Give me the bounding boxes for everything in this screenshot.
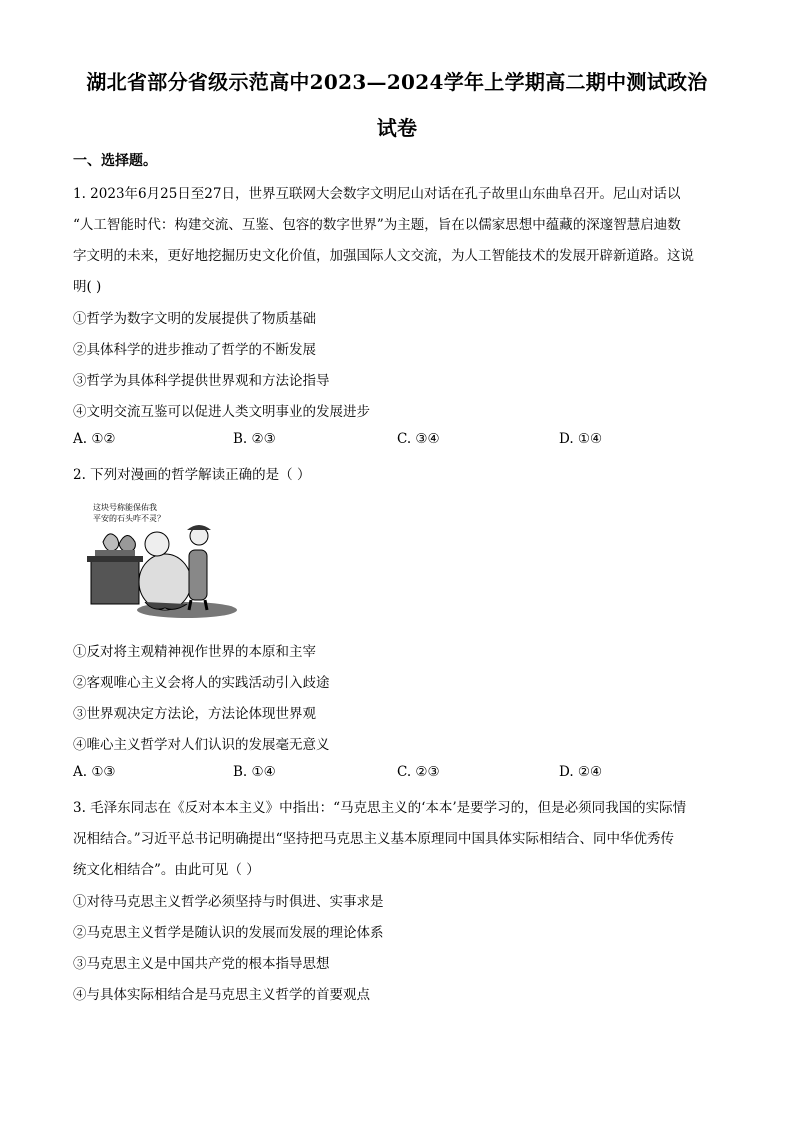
q1-stem-line: 1. 2023年6月25日至27日，世界互联网大会数字文明尼山对话在孔子故里山东曲阜召开。尼山对话以 <box>73 186 681 202</box>
q2-option-d[interactable]: D. ②④ <box>559 764 603 780</box>
section-heading: 一、选择题。 <box>73 153 157 169</box>
q1-stem-line: 明( ) <box>73 279 102 295</box>
exam-title-line2: 试卷 <box>376 116 418 140</box>
q2-option-a[interactable]: A. ①③ <box>73 764 116 780</box>
q1-option-c[interactable]: C. ③④ <box>397 431 440 447</box>
q1-stem-line: 字文明的未来，更好地挖掘历史文化价值，加强国际人文交流，为人工智能技术的发展开辟新道路。这说 <box>73 248 694 264</box>
q2-option-b[interactable]: B. ①④ <box>233 764 276 780</box>
cartoon-image <box>83 496 239 620</box>
q1-stem-line: “人工智能时代：构建交流、互鉴、包容的数字世界”为主题，旨在以儒家思想中蕴藏的深邃智慧启迪数 <box>73 217 681 233</box>
q3-statement: ③马克思主义是中国共产党的根本指导思想 <box>73 956 330 972</box>
q3-statement: ②马克思主义哲学是随认识的发展而发展的理论体系 <box>73 925 384 941</box>
q3-statement: ④与具体实际相结合是马克思主义哲学的首要观点 <box>73 987 370 1003</box>
q3-stem-line: 统文化相结合”。由此可见（ ） <box>73 862 260 878</box>
exam-title-line1: 湖北省部分省级示范高中2023—2024学年上学期高二期中测试政治 <box>86 70 708 94</box>
q3-statement: ①对待马克思主义哲学必须坚持与时俱进、实事求是 <box>73 894 384 910</box>
q3-stem-line: 况相结合。”习近平总书记明确提出“坚持把马克思主义基本原理同中国具体实际相结合、同中华优秀传 <box>73 831 675 847</box>
q1-statement: ②具体科学的进步推动了哲学的不断发展 <box>73 342 316 358</box>
q1-statement: ③哲学为具体科学提供世界观和方法论指导 <box>73 373 330 389</box>
q1-statement: ④文明交流互鉴可以促进人类文明事业的发展进步 <box>73 404 370 420</box>
q1-option-b[interactable]: B. ②③ <box>233 431 276 447</box>
q2-statement: ②客观唯心主义会将人的实践活动引入歧途 <box>73 675 330 691</box>
cartoon-caption-line1: 这块号称能保佑我 <box>93 503 157 512</box>
q2-option-c[interactable]: C. ②③ <box>397 764 440 780</box>
q2-statement: ④唯心主义哲学对人们认识的发展毫无意义 <box>73 737 330 753</box>
q2-statement: ③世界观决定方法论，方法论体现世界观 <box>73 706 316 722</box>
q2-stem: 2. 下列对漫画的哲学解读正确的是（ ） <box>73 467 311 483</box>
q1-statement: ①哲学为数字文明的发展提供了物质基础 <box>73 311 316 327</box>
cartoon-caption-line2: 平安的石头咋不灵？ <box>93 514 165 523</box>
q1-option-a[interactable]: A. ①② <box>73 431 116 447</box>
q3-stem-line: 3. 毛泽东同志在《反对本本主义》中指出：“马克思主义的‘本本’是要学习的，但是必须同我国的实际情 <box>73 800 687 816</box>
q1-option-d[interactable]: D. ①④ <box>559 431 603 447</box>
q2-statement: ①反对将主观精神视作世界的本原和主宰 <box>73 644 316 660</box>
